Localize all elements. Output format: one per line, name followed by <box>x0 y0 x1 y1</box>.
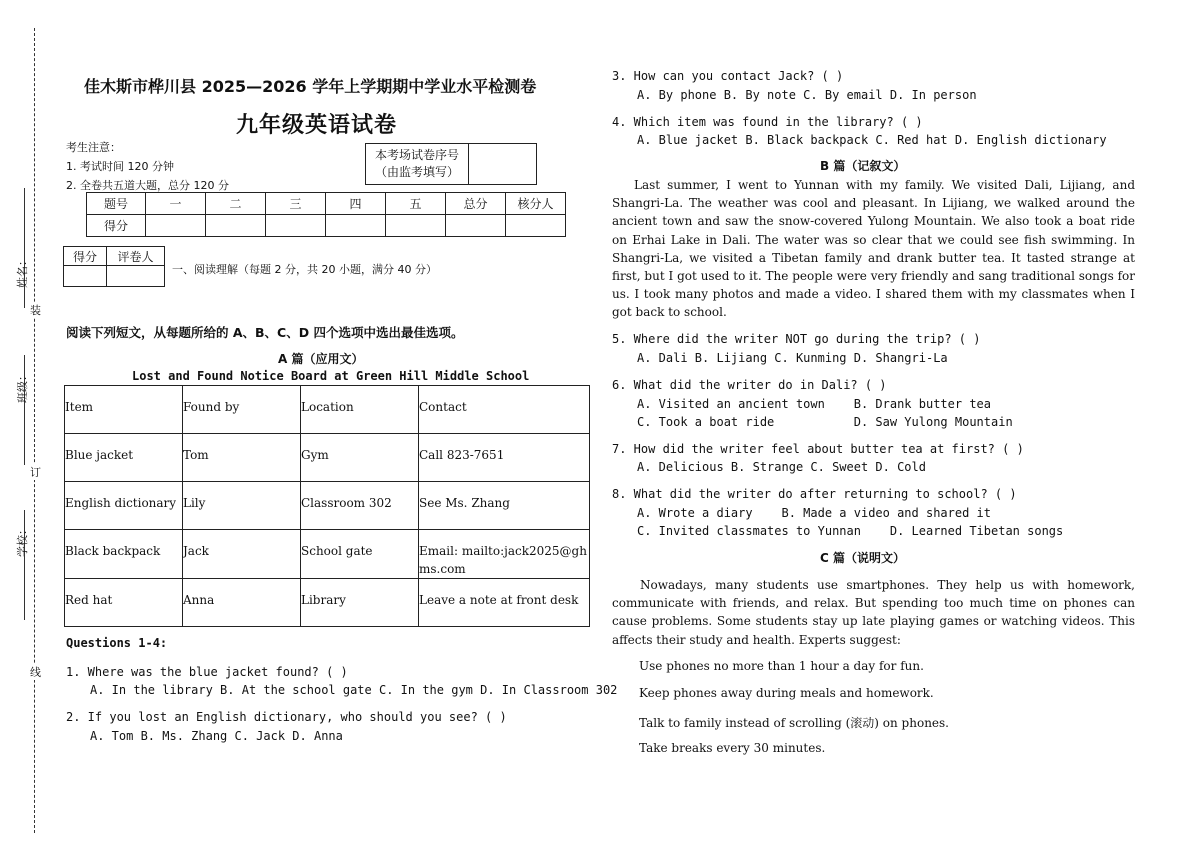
zhuang-mark: 装 <box>30 304 41 317</box>
score-header-cell: 四 <box>326 193 386 215</box>
table-cell: School gate <box>301 530 419 579</box>
partA-heading: A 篇（应用文） <box>278 352 364 366</box>
score-field[interactable] <box>206 215 266 237</box>
grader-name-label: 评卷人 <box>107 247 165 266</box>
tip-item: Keep phones away during meals and homework. <box>639 686 934 700</box>
question-6-options-row2: C. Took a boat ride D. Saw Yulong Mountain <box>637 415 1013 429</box>
table-cell: Tom <box>183 434 301 482</box>
table-cell: Gym <box>301 434 419 482</box>
notes-line2: 2. 全卷共五道大题，总分 120 分 <box>66 179 229 192</box>
seat-number-box <box>365 143 537 185</box>
score-header-cell: 核分人 <box>506 193 566 215</box>
table-row <box>65 482 590 530</box>
table-cell: English dictionary <box>65 482 183 530</box>
table-cell: See Ms. Zhang <box>419 482 590 530</box>
question-8-options-row1: A. Wrote a diary B. Made a video and shared it <box>637 506 992 520</box>
seat-label-line1: 本考场试卷序号 <box>374 148 459 162</box>
name-underline <box>24 188 25 308</box>
question-3-stem: 3. How can you contact Jack? ( ) <box>612 69 844 83</box>
tip-item: Talk to family instead of scrolling (滚动) on phones. <box>639 716 949 730</box>
question-8-options-row2: C. Invited classmates to Yunnan D. Learned Tibetan songs <box>637 524 1064 538</box>
section1-title: 一、阅读理解（每题 2 分，共 20 小题，满分 40 分） <box>172 263 437 276</box>
score-field[interactable] <box>386 215 446 237</box>
score-row-label: 得分 <box>87 215 146 237</box>
seat-number-field[interactable] <box>469 144 537 185</box>
binding-dashed-line <box>34 28 35 833</box>
table-cell: Library <box>301 579 419 627</box>
partC-passage: Nowadays, many students use smartphones. They help us with homework, communicate with friends, and relax. But spending too much time on phones can cause problems. Some students stay up late playing games or watching videos. This affects their study and health. Experts suggest: <box>612 578 1135 647</box>
ding-mark: 订 <box>30 466 41 479</box>
column-header: Location <box>301 386 419 434</box>
question-5-options: A. Dali B. Lijiang C. Kunming D. Shangri-La <box>637 351 948 365</box>
partB-heading: B 篇（记叙文） <box>820 159 906 173</box>
table-row <box>65 434 590 482</box>
school-label: 学校： <box>16 524 29 557</box>
table-row <box>65 579 590 627</box>
table-cell: Black backpack <box>65 530 183 579</box>
grader-box <box>63 246 165 287</box>
table-cell: Lily <box>183 482 301 530</box>
table-row <box>65 530 590 579</box>
question-2-options: A. Tom B. Ms. Zhang C. Jack D. Anna <box>90 729 343 743</box>
grader-name-field[interactable] <box>107 266 165 287</box>
column-header: Item <box>65 386 183 434</box>
score-header-cell: 二 <box>206 193 266 215</box>
table-cell: Call 823-7651 <box>419 434 590 482</box>
tip-item: Take breaks every 30 minutes. <box>639 741 826 755</box>
question-4-options: A. Blue jacket B. Black backpack C. Red hat D. English dictionary <box>637 133 1107 147</box>
questions-label: Questions 1-4: <box>66 636 168 650</box>
table-cell: Jack <box>183 530 301 579</box>
question-6-options-row1: A. Visited an ancient town B. Drank butter tea <box>637 397 992 411</box>
question-6-stem: 6. What did the writer do in Dali? ( ) <box>612 378 887 392</box>
question-7-stem: 7. How did the writer feel about butter tea at first? ( ) <box>612 442 1024 456</box>
score-field[interactable] <box>266 215 326 237</box>
question-8-stem: 8. What did the writer do after returning to school? ( ) <box>612 487 1017 501</box>
score-field[interactable] <box>326 215 386 237</box>
exam-subtitle: 九年级英语试卷 <box>236 113 398 138</box>
score-field[interactable] <box>146 215 206 237</box>
question-1-options: A. In the library B. At the school gate C. In the gym D. In Classroom 302 <box>90 683 618 697</box>
lost-found-table <box>64 385 590 627</box>
score-value-row <box>87 215 566 237</box>
xian-mark: 线 <box>30 666 41 679</box>
table-cell: Blue jacket <box>65 434 183 482</box>
tip-item: Use phones no more than 1 hour a day for fun. <box>639 659 924 673</box>
score-field[interactable] <box>506 215 566 237</box>
question-5-stem: 5. Where did the writer NOT go during the trip? ( ) <box>612 332 981 346</box>
seat-label-line2: （由监考填写） <box>374 165 459 179</box>
table-cell: Anna <box>183 579 301 627</box>
name-label: 姓名： <box>16 255 29 288</box>
question-3-options: A. By phone B. By note C. By email D. In person <box>637 88 977 102</box>
section1-instruction: 阅读下列短文，从每题所给的 A、B、C、D 四个选项中选出最佳选项。 <box>66 325 464 340</box>
question-4-stem: 4. Which item was found in the library? ( ) <box>612 115 923 129</box>
grader-score-label: 得分 <box>64 247 107 266</box>
score-header-cell: 总分 <box>446 193 506 215</box>
score-header-cell: 三 <box>266 193 326 215</box>
lost-found-header-row <box>65 386 590 434</box>
partC-heading: C 篇（说明文） <box>820 551 905 565</box>
question-7-options: A. Delicious B. Strange C. Sweet D. Cold <box>637 460 926 474</box>
grader-score-field[interactable] <box>64 266 107 287</box>
score-field[interactable] <box>446 215 506 237</box>
partB-passage: Last summer, I went to Yunnan with my family. We visited Dali, Lijiang, and Shangri-La. The weather was cool and pleasant. In Lijiang, we walked around the ancient town and saw the snow-covered Yulong Mountain. We also took a boat ride on Erhai Lake in Dali. The water was so clear that we could see fish swimming. In Shangri-La, we visited a Tibetan family and drank butter tea. It tasted strange at first, but I got used to it. The people were very friendly and sang traditional songs for us. I took many photos and made a video. I shared them with my classmates when I got back to school. <box>612 178 1135 320</box>
score-table <box>86 192 566 237</box>
table-cell: Leave a note at front desk <box>419 579 590 627</box>
lost-found-title: Lost and Found Notice Board at Green Hill Middle School <box>132 369 530 383</box>
notes-line1: 1. 考试时间 120 分钟 <box>66 160 174 173</box>
question-1-stem: 1. Where was the blue jacket found? ( ) <box>66 665 348 679</box>
score-header-cell: 一 <box>146 193 206 215</box>
score-header-cell: 题号 <box>87 193 146 215</box>
score-header-cell: 五 <box>386 193 446 215</box>
class-label: 班级： <box>16 370 29 403</box>
exam-title: 佳木斯市桦川县 2025—2026 学年上学期期中学业水平检测卷 <box>84 77 537 96</box>
column-header: Found by <box>183 386 301 434</box>
seat-number-label <box>366 144 469 185</box>
notes-heading: 考生注意： <box>66 141 121 154</box>
table-cell: Email: mailto:jack2025@ghms.com <box>419 530 590 579</box>
column-header: Contact <box>419 386 590 434</box>
score-header-row <box>87 193 566 215</box>
table-cell: Red hat <box>65 579 183 627</box>
question-2-stem: 2. If you lost an English dictionary, who should you see? ( ) <box>66 710 507 724</box>
table-cell: Classroom 302 <box>301 482 419 530</box>
